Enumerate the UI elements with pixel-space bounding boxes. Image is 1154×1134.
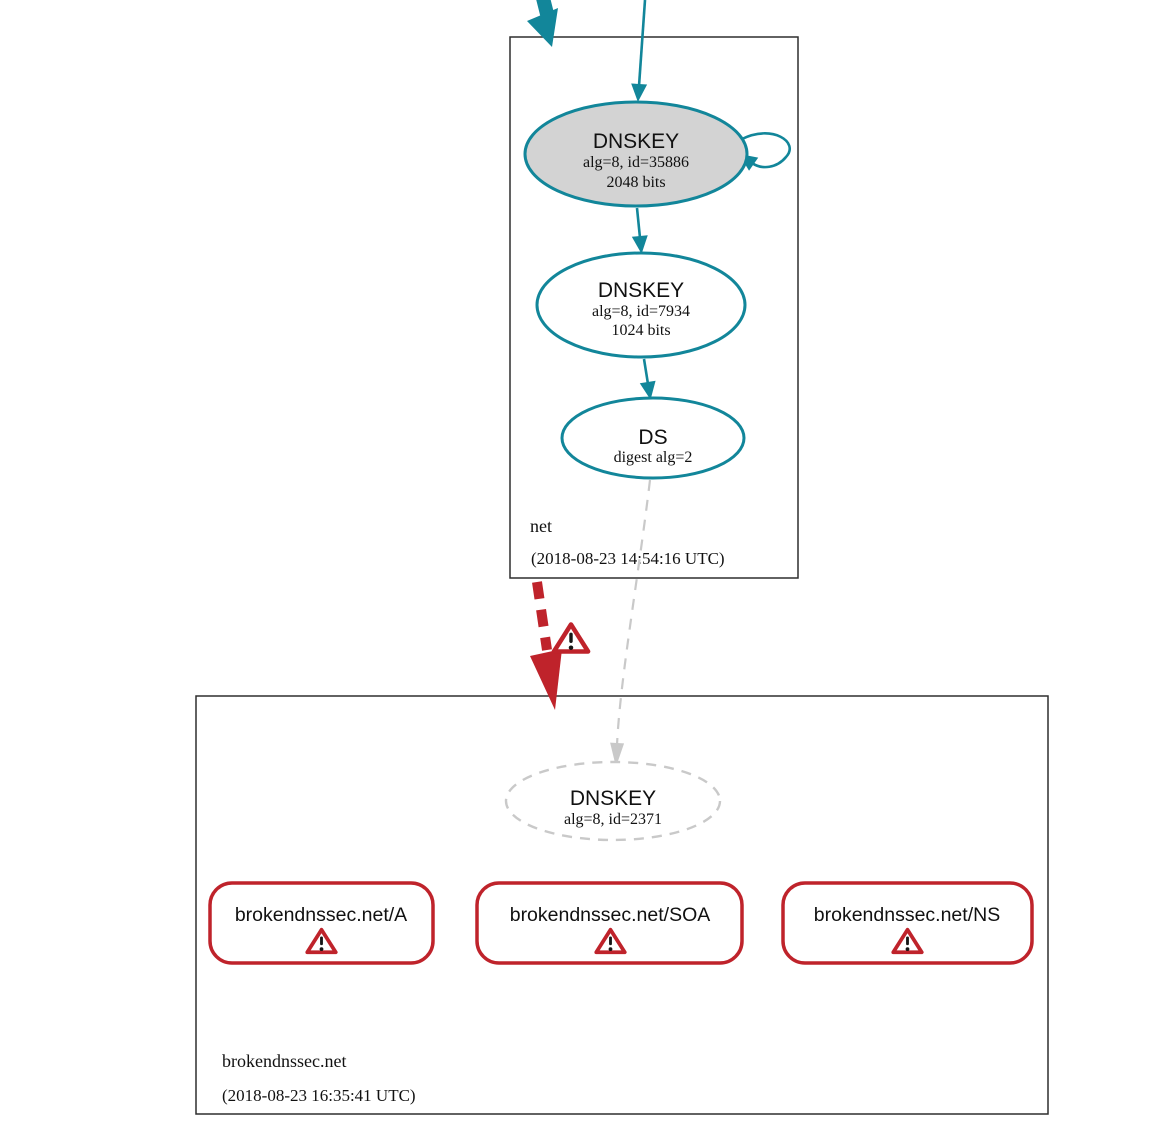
edge-delegation-bogus-shaft <box>537 582 547 650</box>
edge-parent-thick-shaft <box>540 0 547 14</box>
zone-net-timestamp: (2018-08-23 14:54:16 UTC) <box>531 549 725 568</box>
rrset-a-label: brokendnssec.net/A <box>234 904 408 926</box>
zone-brokendnssec-timestamp: (2018-08-23 16:35:41 UTC) <box>222 1086 416 1105</box>
warning-icon <box>554 625 588 652</box>
node-ds-detail: digest alg=2 <box>613 449 693 466</box>
zone-net-label: net <box>530 516 552 536</box>
edge-delegation-bogus <box>530 582 588 710</box>
rrset-a[interactable] <box>210 883 433 963</box>
node-dnskey-7934-detail: alg=8, id=7934 <box>591 303 691 320</box>
node-dnskey-2371-title: DNSKEY <box>569 787 657 810</box>
rrset-soa[interactable] <box>477 883 742 963</box>
node-dnskey-2371[interactable] <box>506 762 720 840</box>
node-dnskey-35886-title: DNSKEY <box>592 130 680 153</box>
node-ds[interactable] <box>562 398 744 478</box>
node-dnskey-35886-bits: 2048 bits <box>606 174 666 191</box>
rrset-soa-label: brokendnssec.net/SOA <box>509 904 711 926</box>
node-dnskey-7934-title: DNSKEY <box>597 279 685 302</box>
zone-brokendnssec-label: brokendnssec.net <box>222 1051 347 1071</box>
rrset-ns[interactable] <box>783 883 1032 963</box>
node-dnskey-7934-bits: 1024 bits <box>611 322 671 339</box>
node-ds-title: DS <box>638 426 668 449</box>
rrset-ns-label: brokendnssec.net/NS <box>813 904 1001 926</box>
node-dnskey-2371-detail: alg=8, id=2371 <box>563 811 663 828</box>
node-dnskey-35886-detail: alg=8, id=35886 <box>582 154 690 171</box>
node-dnskey-7934[interactable] <box>537 253 745 357</box>
node-dnskey-35886[interactable] <box>525 102 747 206</box>
